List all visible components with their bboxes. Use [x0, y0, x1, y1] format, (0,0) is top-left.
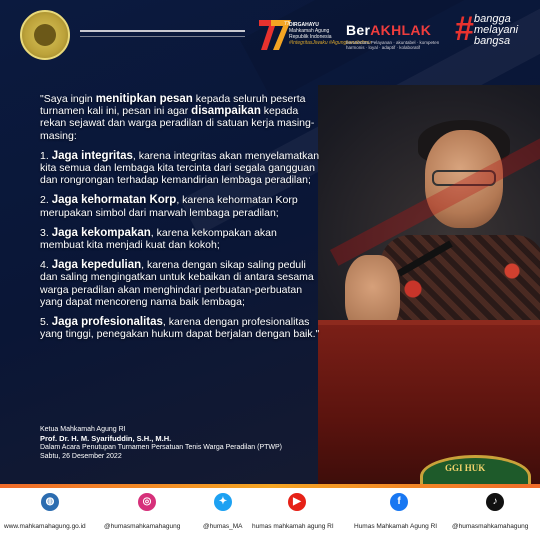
footer-label: @humas_MA — [203, 523, 243, 530]
social-footer — [0, 488, 540, 540]
quote-item-text: , karena dengan profesionalitas yang tinggi, penegakan hukum dapat berjalan dengan baik." — [40, 316, 320, 341]
quote-intro-bold: disampaikan — [191, 105, 261, 118]
footer-label: @humasmahkamahagung — [452, 523, 529, 530]
quote-item-title: Jaga kehormatan Korp — [51, 194, 177, 207]
youtube-icon: ▶ — [288, 493, 306, 511]
bangga-line3: bangsa — [474, 35, 511, 47]
globe-icon: ◍ — [41, 493, 59, 511]
quote-item — [40, 194, 322, 218]
quote-intro-part: "Saya ingin — [40, 93, 96, 105]
quote-intro-part: kepada rekan sejawat dan warga peradilan di satuan kerja masing-masing: — [40, 105, 315, 142]
quote-item-title: Jaga kepedulian — [51, 259, 142, 272]
quote-item-title: Jaga integritas — [51, 149, 133, 162]
event-description: Dalam Acara Penutupan Turnamen Persatuan Tenis Warga Peradilan (PTWP) — [40, 444, 283, 451]
bangga-melayani-bangsa-logo — [474, 14, 518, 47]
quote-item-number: 2. — [40, 194, 52, 207]
facebook-icon: f — [390, 493, 408, 511]
quote-item-text: , karena integritas akan menyelamatkan kita semua dan lembaga kita tercinta dari segala gangguan dan rongrongan terhadap kemandirian lembaga peradilan; — [40, 149, 320, 187]
footer-item-instagram[interactable] — [98, 488, 193, 540]
quote-item-text: , karena dengan sikap saling peduli dan saling mengingatkan untuk kebaikan di antara sesama warga peradilan akan menghindari perbuatan-perbuatan yang dapat mencoreng nama baik lembaga; — [40, 259, 314, 308]
anniversary-77-logo — [257, 16, 293, 54]
quote-intro-bold: menitipkan pesan — [95, 93, 193, 105]
header-divider — [80, 30, 245, 32]
quote-item — [40, 150, 322, 187]
quote-item-title: Jaga profesionalitas — [51, 316, 163, 329]
tiktok-icon: ♪ — [486, 493, 504, 511]
footer-label: www.mahkamahagung.go.id — [4, 523, 86, 530]
quote-block — [40, 93, 322, 348]
speaker-role: Ketua Mahkamah Agung RI — [40, 426, 126, 433]
hashtag-icon: # — [455, 10, 474, 48]
mahkamah-agung-logo — [20, 10, 70, 60]
quote-item — [40, 316, 322, 340]
quote-item-number: 3. — [40, 226, 52, 239]
quote-intro-part: kepada seluruh peserta turnamen kali ini, pesan ini agar — [40, 93, 306, 118]
berakhlak-ber: Ber — [346, 22, 371, 38]
footer-item-facebook[interactable] — [350, 488, 445, 540]
speaker-name: Prof. Dr. H. M. Syarifuddin, S.H., M.H. — [40, 434, 172, 443]
anniversary-line3: Republik Indonesia — [289, 34, 332, 40]
anniversary-tagline: #IntegritasJiwaku #Agungkanabdimu — [289, 40, 371, 46]
footer-label: humas mahkamah agung RI — [252, 523, 334, 530]
twitter-icon: ✦ — [214, 493, 232, 511]
quote-item-text: , karena kehormatan Korp merupakan simbol dari marwah lembaga peradilan; — [40, 194, 298, 219]
quote-credit — [40, 425, 282, 461]
footer-item-website[interactable] — [0, 488, 95, 540]
quote-item-number: 5. — [40, 316, 52, 329]
podium-emblem-text: GGI HUK — [445, 463, 486, 473]
bangga-line1: bangga — [474, 13, 511, 25]
footer-item-tiktok[interactable] — [448, 488, 540, 540]
quote-item-number: 4. — [40, 259, 52, 272]
quote-item — [40, 227, 322, 251]
footer-label: Humas Mahkamah Agung RI — [354, 523, 438, 530]
quote-item — [40, 259, 322, 308]
berakhlak-akhlak: AKHLAK — [370, 22, 432, 38]
instagram-icon: ◎ — [138, 493, 156, 511]
header-divider-thin — [80, 36, 245, 37]
logo-emblem-center — [34, 24, 56, 46]
footer-item-youtube[interactable] — [250, 488, 345, 540]
berakhlak-values: berorientasi Pelayanan · akuntabel · kompeten harmonis · loyal · adaptif · kolaboratif — [346, 40, 440, 50]
anniversary-line2: Mahkamah Agung — [289, 28, 330, 34]
quote-item-title: Jaga kekompakan — [51, 226, 151, 239]
quote-item-number: 1. — [40, 149, 52, 162]
event-date: Sabtu, 26 Desember 2022 — [40, 453, 122, 460]
quote-intro — [40, 93, 322, 142]
bangga-line2: melayani — [474, 24, 519, 36]
anniversary-number: 77 — [284, 21, 290, 27]
quote-item-text: , karena kekompakan akan membuat kita menjadi kuat dan kokoh; — [40, 226, 277, 252]
anniversary-line1: DIRGAHAYU — [289, 22, 319, 28]
footer-label: @humasmahkamahagung — [104, 523, 181, 530]
berakhlak-logo — [346, 22, 431, 38]
header-bar — [0, 0, 540, 72]
footer-item-twitter[interactable] — [198, 488, 248, 540]
